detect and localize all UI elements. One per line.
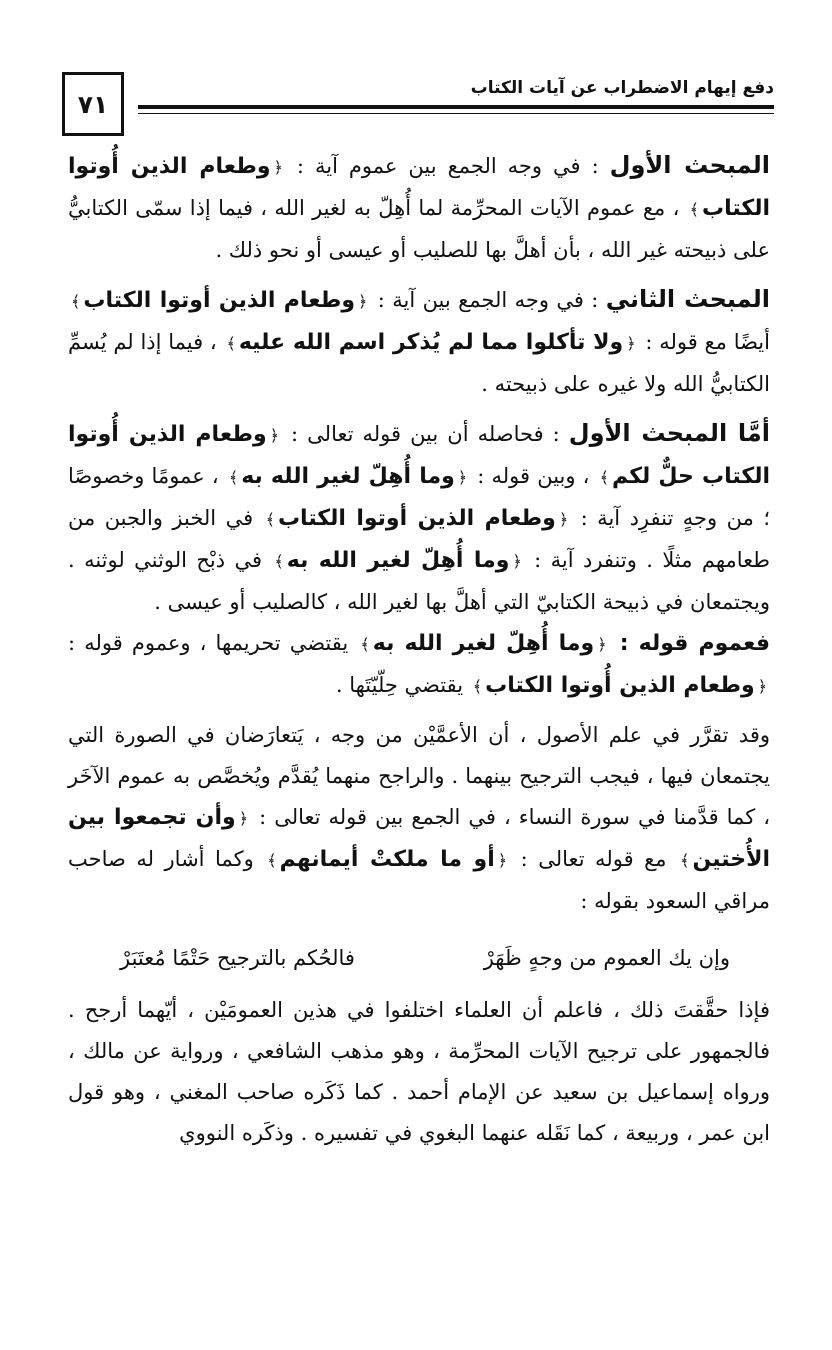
- poetry-verse: [120, 938, 730, 978]
- quran-bracket-open: ﴿: [273, 158, 283, 177]
- verse-second-hemistich: فالحُكم بالترجيح حَتْمًا مُعتَبَرْ: [120, 946, 355, 970]
- verse-first-hemistich: وإن يك العموم من وجهٍ ظَهَرْ: [483, 946, 730, 970]
- quran-bracket-open: ﴿: [558, 510, 569, 529]
- header-rule-thin: [138, 113, 774, 114]
- quran-bracket-close: ﴾: [689, 200, 700, 219]
- quran-bracket-open: ﴿: [757, 677, 767, 696]
- quran-bracket-open: ﴿: [358, 292, 368, 311]
- quoted-verse: وطعام الذين أوتوا الكتاب: [277, 506, 556, 531]
- paragraphs-container: [68, 145, 770, 922]
- running-title: دفع إيهام الاضطراب عن آيات الكتاب: [470, 78, 774, 98]
- paragraph: [68, 279, 770, 405]
- quran-bracket-close: ﴾: [599, 468, 609, 487]
- text-run: أيضًا مع قوله :: [638, 330, 770, 354]
- quoted-verse: وطعام الذين أُوتوا الكتاب حلٌّ لكم: [68, 422, 770, 489]
- section-heading: المبحث الأول: [609, 151, 770, 179]
- quoted-verse: ولا تأكلوا مما لم يُذكر اسم الله عليه: [238, 330, 624, 355]
- paragraph: [68, 623, 770, 707]
- text-run: وكما أشار له صاحب مراقي السعود بقوله :: [68, 847, 770, 913]
- quoted-verse: وما أُهِلّ لغير الله به: [286, 548, 510, 573]
- page-header: [62, 72, 774, 142]
- quran-bracket-open: ﴿: [597, 635, 607, 654]
- text-run: : فحاصله أن بين قوله تعالى :: [282, 422, 569, 446]
- quoted-verse: وما أُهِلّ لغير الله به: [372, 631, 595, 656]
- paragraph: [68, 715, 770, 922]
- closing-paragraph: فإذا حقَّقتَ ذلك ، فاعلم أن العلماء اختلفوا في هذين العمومَيْن ، أيّهما أرجح . فالجمهور على ترجيح الآيات المحرِّمة ، وهو مذهب الشافعي ، ورواية عن مالك ، ورواه إسماعيل بن سعيد عن الإمام أحمد . كما ذَكَره صاحب المغني ، وهو قول ابن عمر ، وربيعة ، كما نَقَله عنهما البغوي في تفسيره . وذكَره النووي: [68, 998, 770, 1145]
- section-heading: المبحث الثاني: [605, 285, 770, 313]
- quoted-verse: وأن تجمعوا بين الأُختين: [68, 805, 770, 872]
- paragraph: [68, 145, 770, 271]
- header-rule-thick: [138, 105, 774, 109]
- quran-bracket-open: ﴿: [238, 809, 249, 828]
- quoted-verse: وطعام الذين أُوتوا الكتاب: [68, 154, 770, 221]
- quoted-verse: وطعام الذين أوتوا الكتاب: [83, 288, 356, 313]
- quran-bracket-close: ﴾: [274, 552, 284, 571]
- text-run: ، مع عموم الآيات المحرِّمة لما أُهِلّ به لغير الله ، فيما إذا سمّى الكتابيُّ على ذبيحته غير الله ، بأن أهلَّ بها للصليب أو عيسى أو نحو ذلك .: [68, 196, 770, 262]
- text-run: ، فيما إذا لم يُسمِّ الكتابيُّ الله ولا غيره على ذبيحته .: [68, 330, 770, 396]
- text-run: مع قوله تعالى :: [510, 847, 678, 871]
- text-run: في الخبز والجبن من طعامهم مثلًا . وتنفرد آية :: [68, 506, 770, 572]
- text-run: وقد تقرَّر في علم الأصول ، أن الأعمَّيْن من وجه ، يَتعارَضان في الصورة التي يجتمعان فيها ، فيجب الترجيح بينهما . والراجح منهما يُقدَّم ويُخصَّص به عموم الآخَر ، كما قدَّمنا في سورة النساء ، في الجمع بين قوله تعالى :: [68, 723, 771, 829]
- text-run: ، وبين قوله :: [470, 464, 597, 488]
- quran-bracket-close: ﴾: [228, 468, 239, 487]
- quran-bracket-close: ﴾: [71, 292, 81, 311]
- quoted-verse: فعموم قوله :: [609, 631, 770, 656]
- quran-bracket-close: ﴾: [360, 635, 370, 654]
- quran-bracket-open: ﴿: [269, 426, 280, 445]
- quran-bracket-open: ﴿: [512, 552, 522, 571]
- text-run: : في وجه الجمع بين آية :: [370, 288, 606, 312]
- section-heading: أمَّا المبحث الأول: [568, 419, 770, 447]
- quoted-verse: وطعام الذين أُوتوا الكتاب: [485, 673, 755, 698]
- body-text: [68, 145, 770, 1154]
- quoted-verse: أو ما ملكتْ أيمانهم: [279, 847, 495, 872]
- text-run: في ذبْح الوثني لوثنه . ويجتمعان في ذبيحة الكتابيّ التي أهلَّ بها لغير الله ، كالصليب أو عيسى .: [68, 548, 770, 614]
- quoted-verse: وما أُهِلّ لغير الله به: [241, 464, 455, 489]
- text-run: يقتضي حِلّيّتَها .: [335, 673, 470, 697]
- text-run: : في وجه الجمع بين عموم آية :: [285, 154, 610, 178]
- paragraph: [68, 413, 770, 623]
- quran-bracket-close: ﴾: [472, 677, 483, 696]
- quran-bracket-open: ﴿: [497, 851, 508, 870]
- quran-bracket-close: ﴾: [226, 334, 236, 353]
- quran-bracket-close: ﴾: [265, 510, 275, 529]
- quran-bracket-close: ﴾: [680, 851, 690, 870]
- quran-bracket-open: ﴿: [626, 334, 636, 353]
- text-run: يقتضي تحريمها ، وعموم قوله :: [68, 631, 358, 655]
- quran-bracket-close: ﴾: [267, 851, 277, 870]
- text-run: ، عمومًا وخصوصًا ؛ من وجهٍ تنفرِد آية :: [68, 464, 770, 530]
- quran-bracket-open: ﴿: [457, 468, 468, 487]
- page-number: ٧١: [62, 72, 124, 136]
